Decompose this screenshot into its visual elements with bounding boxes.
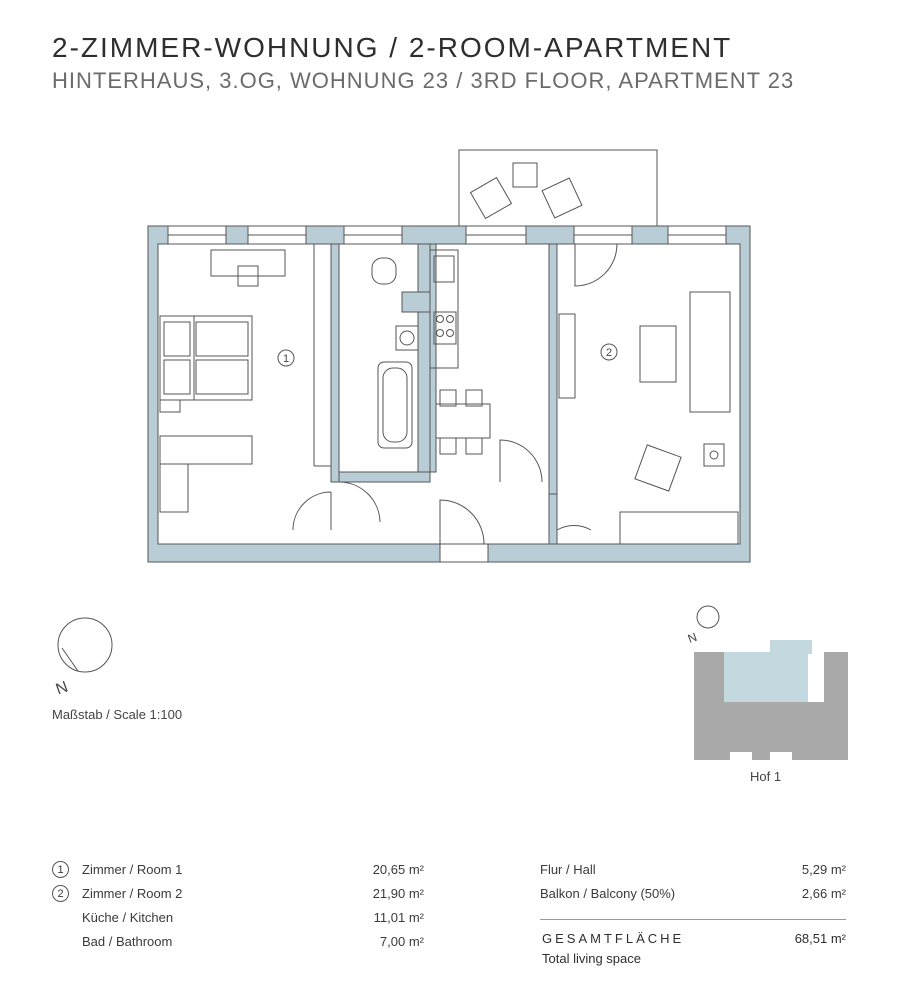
area-value: 2,66 m² [801, 886, 846, 901]
total-sublabel: Total living space [542, 951, 641, 966]
site-north-label: N [685, 629, 699, 646]
area-value: 7,00 m² [379, 934, 424, 949]
cabinet [160, 464, 188, 512]
area-row-bathroom [52, 932, 424, 956]
side-table [704, 444, 724, 466]
page-title: 2-ZIMMER-WOHNUNG / 2-ROOM-APARTMENT [52, 32, 733, 63]
area-label: Zimmer / Room 2 [82, 886, 183, 901]
door-kitchen [500, 440, 542, 482]
door-room2 [557, 496, 591, 530]
sink [396, 326, 418, 350]
area-label: Flur / Hall [540, 862, 596, 877]
area-row-room2 [52, 884, 424, 908]
balcony [459, 150, 657, 226]
site-plan [686, 606, 848, 760]
sideboard [559, 314, 575, 398]
room-marker: 2 [52, 885, 69, 902]
site-compass-icon [697, 606, 719, 628]
total-label: GESAMTFLÄCHE [542, 931, 685, 946]
area-row-hall [540, 860, 846, 884]
scale-label: Maßstab / Scale 1:100 [52, 707, 183, 722]
entrance-door [440, 500, 484, 544]
apartment-highlight [724, 652, 808, 702]
room-marker-2-label: 2 [605, 347, 613, 359]
total-value: 68,51 m² [794, 931, 846, 946]
door-room2-balcony [575, 244, 617, 286]
area-table-left [52, 860, 424, 956]
sofa [690, 292, 730, 412]
area-value: 20,65 m² [372, 862, 424, 877]
area-value: 5,29 m² [801, 862, 846, 877]
balcony-table [513, 163, 537, 187]
courtyard-label: Hof 1 [750, 769, 782, 784]
area-value: 21,90 m² [372, 886, 424, 901]
balcony-chair [471, 178, 512, 219]
area-row-room1 [52, 860, 424, 884]
area-label: Küche / Kitchen [82, 910, 174, 925]
north-label: N [53, 678, 71, 699]
area-label: Balkon / Balcony (50%) [540, 886, 676, 901]
room-marker: 1 [52, 861, 69, 878]
lowboard [620, 512, 738, 544]
area-row-kitchen [52, 908, 424, 932]
interior-walls [331, 244, 557, 562]
page-subtitle: HINTERHAUS, 3.OG, WOHNUNG 23 / 3RD FLOOR, APARTMENT 23 [52, 68, 795, 93]
area-label: Bad / Bathroom [82, 934, 173, 949]
door-room1 [293, 492, 331, 530]
area-label: Zimmer / Room 1 [82, 862, 183, 877]
wardrobe [160, 436, 252, 464]
desk [211, 250, 285, 276]
dining-table [436, 404, 490, 438]
double-bed [160, 316, 252, 400]
kitchen-sink [434, 256, 454, 282]
compass [54, 618, 112, 699]
balcony-chair [542, 178, 582, 218]
room-marker-1-label: 1 [282, 353, 290, 365]
area-table-right [540, 860, 846, 908]
toilet [372, 258, 396, 284]
area-value: 11,01 m² [373, 910, 424, 925]
armchair [635, 445, 681, 491]
area-row-balcony [540, 884, 846, 908]
coffee-table [640, 326, 676, 382]
total-divider [540, 919, 846, 920]
